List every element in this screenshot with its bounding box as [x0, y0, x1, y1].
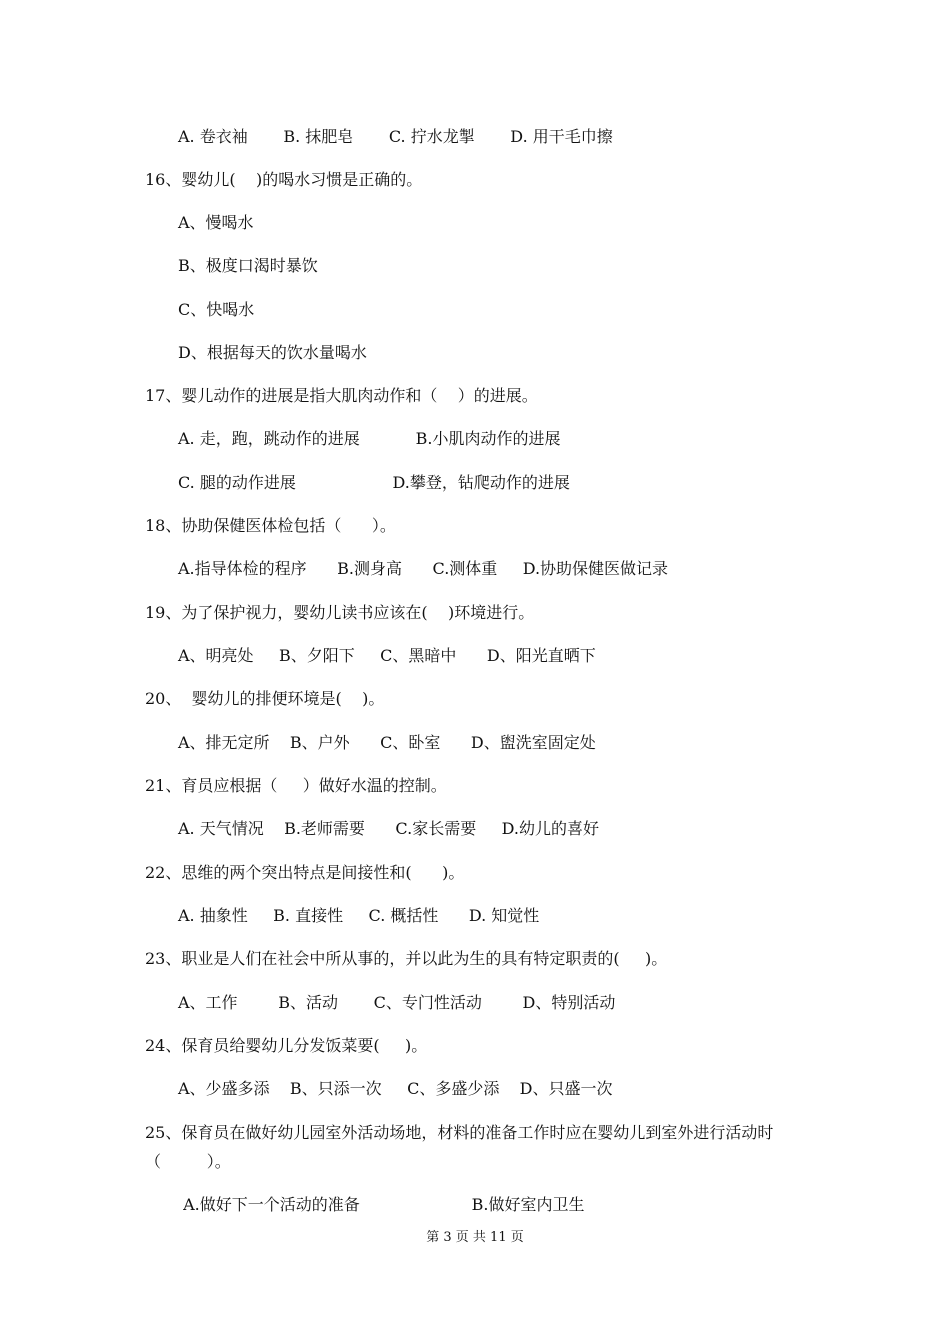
q16-option-a: A、慢喝水 — [178, 213, 254, 232]
q25-question: 25、保育员在做好幼儿园室外活动场地，材料的准备工作时应在婴幼儿到室外进行活动时 — [145, 1123, 774, 1142]
q17-options-cd: C. 腿的动作进展 D.攀登，钻爬动作的进展 — [178, 473, 570, 492]
q21-options: A. 天气情况 B.老师需要 C.家长需要 D.幼儿的喜好 — [178, 819, 599, 838]
q20-question: 20、 婴幼儿的排便环境是( )。 — [145, 689, 385, 708]
q16-question: 16、婴幼儿( )的喝水习惯是正确的。 — [145, 170, 423, 189]
q20-options: A、排无定所 B、户外 C、卧室 D、盥洗室固定处 — [178, 733, 596, 752]
q23-options: A、工作 B、活动 C、专门性活动 D、特别活动 — [178, 993, 616, 1012]
q16-option-b: B、极度口渴时暴饮 — [178, 256, 318, 275]
page-footer: 第 3 页 共 11 页 — [426, 1230, 524, 1245]
q21-question: 21、育员应根据（ ）做好水温的控制。 — [145, 776, 447, 795]
q24-options: A、少盛多添 B、只添一次 C、多盛少添 D、只盛一次 — [178, 1079, 613, 1098]
q19-question: 19、为了保护视力，婴幼儿读书应该在( )环境进行。 — [145, 603, 535, 622]
q25-options-ab: A.做好下一个活动的准备 B.做好室内卫生 — [178, 1195, 585, 1214]
q24-question: 24、保育员给婴幼儿分发饭菜要( )。 — [145, 1036, 428, 1055]
q23-question: 23、职业是人们在社会中所从事的，并以此为生的具有特定职责的( )。 — [145, 949, 668, 968]
q17-question: 17、婴儿动作的进展是指大肌肉动作和（ ）的进展。 — [145, 386, 538, 405]
q22-options: A. 抽象性 B. 直接性 C. 概括性 D. 知觉性 — [178, 906, 540, 925]
q25-question-blank: （ ）。 — [145, 1152, 231, 1171]
q16-option-c: C、快喝水 — [178, 300, 255, 319]
q22-question: 22、思维的两个突出特点是间接性和( )。 — [145, 863, 465, 882]
q17-options-ab: A. 走，跑，跳动作的进展 B.小肌肉动作的进展 — [178, 429, 561, 448]
q18-question: 18、协助保健医体检包括（ ）。 — [145, 516, 396, 535]
q15-options: A. 卷衣袖 B. 抹肥皂 C. 拧水龙掣 D. 用干毛巾擦 — [178, 127, 613, 146]
q16-option-d: D、根据每天的饮水量喝水 — [178, 343, 367, 362]
q18-options: A.指导体检的程序 B.测身高 C.测体重 D.协助保健医做记录 — [178, 559, 669, 578]
q19-options: A、明亮处 B、夕阳下 C、黑暗中 D、阳光直晒下 — [178, 646, 596, 665]
